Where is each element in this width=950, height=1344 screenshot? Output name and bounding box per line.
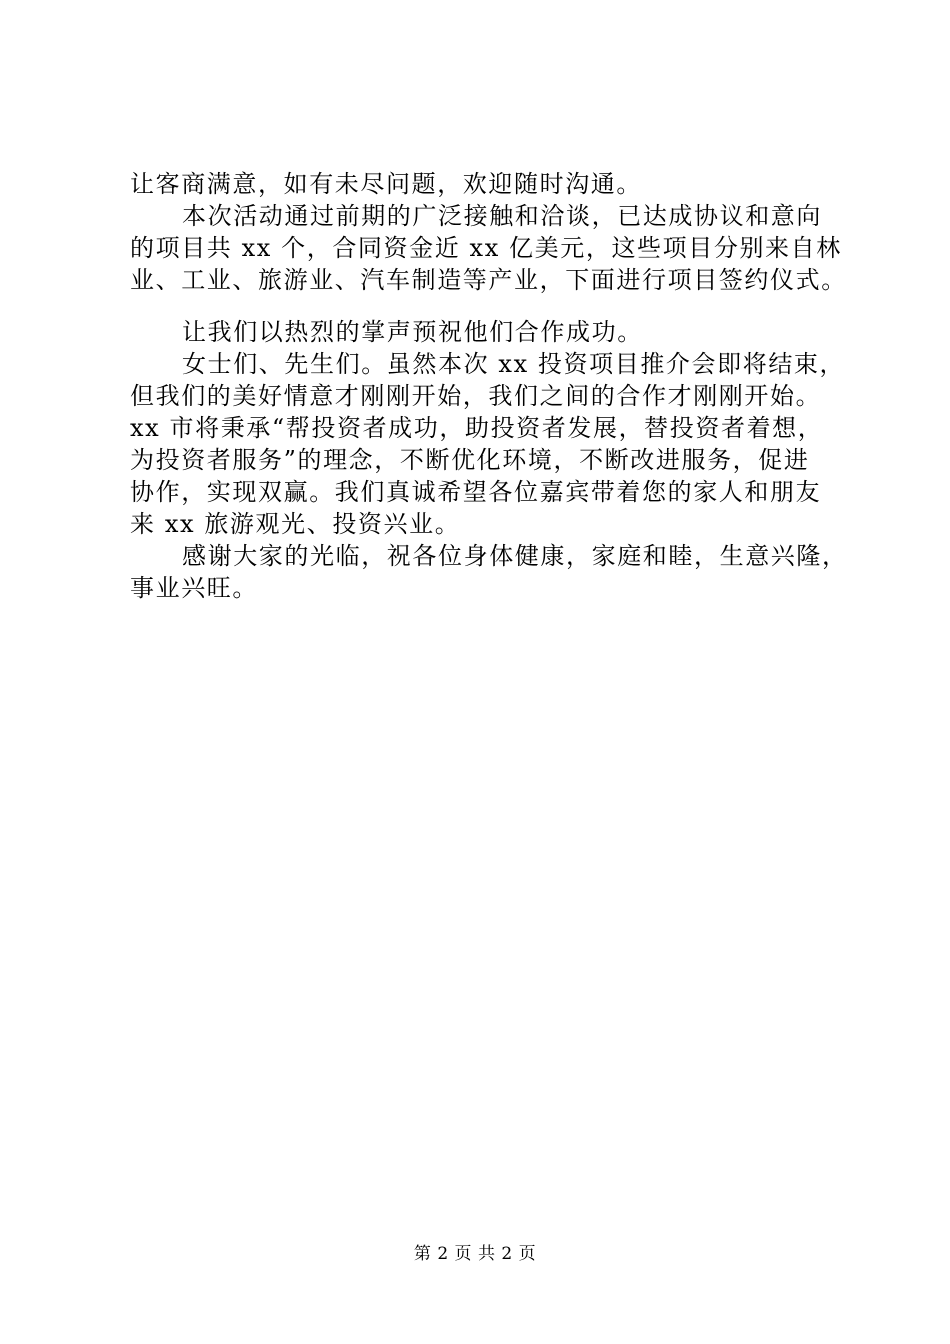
paragraph-gap — [130, 296, 860, 316]
text-line: 但我们的美好情意才刚刚开始，我们之间的合作才刚刚开始。 — [130, 382, 822, 410]
paragraph-start-line: 本次活动通过前期的广泛接触和洽谈，已达成协议和意向 — [182, 202, 822, 230]
paragraph-start-line: 让我们以热烈的掌声预祝他们合作成功。 — [182, 318, 643, 346]
document-body — [130, 168, 860, 604]
text-line: 来 xx 旅游观光、投资兴业。 — [130, 510, 461, 538]
text-line: 的项目共 xx 个，合同资金近 xx 亿美元，这些项目分别来自林 — [130, 234, 842, 262]
text-line: 业、工业、旅游业、汽车制造等产业，下面进行项目签约仪式。 — [130, 266, 847, 294]
text-line: 让客商满意，如有未尽问题，欢迎随时沟通。 — [130, 170, 642, 198]
text-line: 事业兴旺。 — [130, 574, 258, 602]
paragraph-start-line: 女士们、先生们。虽然本次 xx 投资项目推介会即将结束， — [182, 350, 846, 378]
text-line: 为投资者服务”的理念，不断优化环境，不断改进服务，促进 — [130, 446, 810, 474]
text-line: xx 市将秉承“帮投资者成功，助投资者发展，替投资者着想， — [130, 414, 824, 442]
text-line: 协作，实现双赢。我们真诚希望各位嘉宾带着您的家人和朋友 — [130, 478, 822, 506]
page-footer: 第 2 页 共 2 页 — [413, 1244, 537, 1264]
paragraph-start-line: 感谢大家的光临，祝各位身体健康，家庭和睦，生意兴隆， — [182, 542, 848, 570]
